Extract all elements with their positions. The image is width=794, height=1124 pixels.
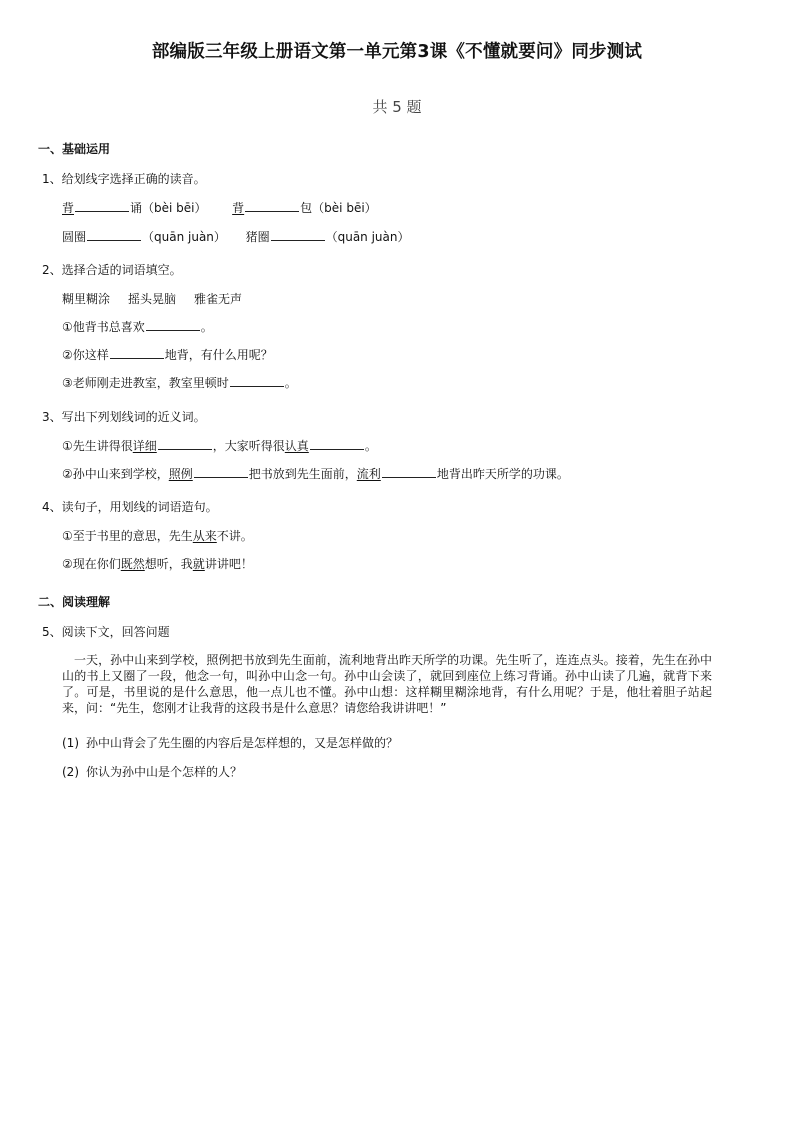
sentence-text: ①至于书里的意思，先生	[62, 529, 193, 543]
worksheet-title: 部编版三年级上册语文第一单元第3课《不懂就要问》同步测试	[151, 42, 643, 62]
sentence-text: ①先生讲得很	[62, 439, 133, 453]
question-2-prompt: 2、选择合适的词语填空。	[42, 263, 182, 277]
underlined-word: 从来	[192, 529, 217, 543]
subquestion-number: (1)	[62, 736, 79, 750]
answer-blank[interactable]	[194, 465, 248, 478]
word-option: 雅雀无声	[194, 292, 243, 306]
question-2-sentence-3	[62, 374, 297, 391]
underlined-word: 就	[192, 557, 205, 571]
answer-blank[interactable]	[75, 199, 129, 212]
section-heading-reading: 二、阅读理解	[38, 595, 111, 609]
answer-blank[interactable]	[110, 346, 164, 359]
question-3-prompt: 3、写出下列划线词的近义词。	[42, 410, 206, 424]
word: 猪圈	[245, 230, 270, 244]
underlined-word: 认真	[284, 439, 309, 453]
question-4-sentence-1	[62, 527, 253, 544]
word-bank	[62, 290, 242, 307]
question-3-sentence-2	[62, 465, 569, 482]
underlined-word: 详细	[132, 439, 157, 453]
answer-blank[interactable]	[87, 228, 141, 241]
answer-blank[interactable]	[382, 465, 436, 478]
answer-blank[interactable]	[271, 228, 325, 241]
sentence-text: ，大家听得很	[212, 439, 285, 453]
question-5-subquestion-1	[62, 734, 398, 751]
sentence-text: 想听，我	[144, 557, 193, 571]
sentence-text: ②现在你们	[62, 557, 121, 571]
question-1-row-1	[62, 199, 377, 216]
word-option: 摇头晃脑	[128, 292, 177, 306]
question-1-prompt: 1、给划线字选择正确的读音。	[42, 172, 206, 186]
question-5-prompt: 5、阅读下文，回答问题	[42, 625, 170, 639]
section-heading-basics: 一、基础运用	[38, 142, 111, 156]
sentence-text: 。	[200, 320, 213, 334]
subquestion-number: (2)	[62, 765, 79, 779]
sentence-text: ①他背书总喜欢	[62, 320, 145, 334]
sentence-text: 。	[364, 439, 377, 453]
answer-blank[interactable]	[310, 437, 364, 450]
sentence-text: 讲讲吧！	[204, 557, 253, 571]
sentence-text: 地背，有什么用呢？	[164, 348, 273, 362]
sentence-text: ②孙中山来到学校，	[62, 467, 169, 481]
subquestion-text: 你认为孙中山是个怎样的人？	[86, 765, 243, 779]
pinyin-options: （quān juàn）	[142, 230, 226, 244]
sentence-text: 把书放到先生面前，	[248, 467, 357, 481]
reading-passage: 一天，孙中山来到学校，照例把书放到先生面前，流利地背出昨天所学的功课。先生听了，连连点头。接着，先生在孙中山的书上又圈了一段，他念一句，叫孙中山念一句。孙中山会读了，就回到座位上练习背诵。孙中山读了几遍，就背下来了。可是，书里说的是什么意思，他一点儿也不懂。孙中山想：这样糊里糊涂地背，有什么用呢？于是，他壮着胆子站起来，问：“先生，您刚才让我背的这段书是什么意思？请您给我讲讲吧！”	[62, 653, 712, 715]
answer-blank[interactable]	[230, 374, 284, 387]
sentence-text: ②你这样	[62, 348, 109, 362]
question-3-sentence-1	[62, 437, 377, 454]
pinyin-options: （quān juàn）	[325, 230, 410, 244]
question-5-subquestion-2	[62, 763, 242, 780]
answer-blank[interactable]	[245, 199, 299, 212]
word: 圆圈	[62, 230, 87, 244]
underlined-char: 背	[62, 201, 75, 215]
question-2-sentence-2	[62, 346, 273, 363]
underlined-word: 既然	[120, 557, 145, 571]
sentence-text: ③老师刚走进教室，教室里顿时	[62, 376, 229, 390]
underlined-word: 照例	[168, 467, 193, 481]
sentence-text: 不讲。	[216, 529, 253, 543]
pinyin-options: 包（bèi bēi）	[300, 201, 377, 215]
sentence-text: 。	[284, 376, 297, 390]
underlined-word: 流利	[356, 467, 381, 481]
question-2-sentence-1	[62, 318, 213, 335]
question-count: 共 5 题	[372, 98, 422, 116]
subquestion-text: 孙中山背会了先生圈的内容后是怎样想的，又是怎样做的？	[86, 736, 399, 750]
pinyin-options: 诵（bèi bēi）	[130, 201, 207, 215]
question-1-row-2	[62, 228, 410, 245]
answer-blank[interactable]	[158, 437, 212, 450]
underlined-char: 背	[232, 201, 245, 215]
question-4-prompt: 4、读句子，用划线的词语造句。	[42, 500, 218, 514]
sentence-text: 地背出昨天所学的功课。	[436, 467, 569, 481]
answer-blank[interactable]	[146, 318, 200, 331]
word-option: 糊里糊涂	[62, 292, 111, 306]
question-4-sentence-2	[62, 555, 253, 572]
